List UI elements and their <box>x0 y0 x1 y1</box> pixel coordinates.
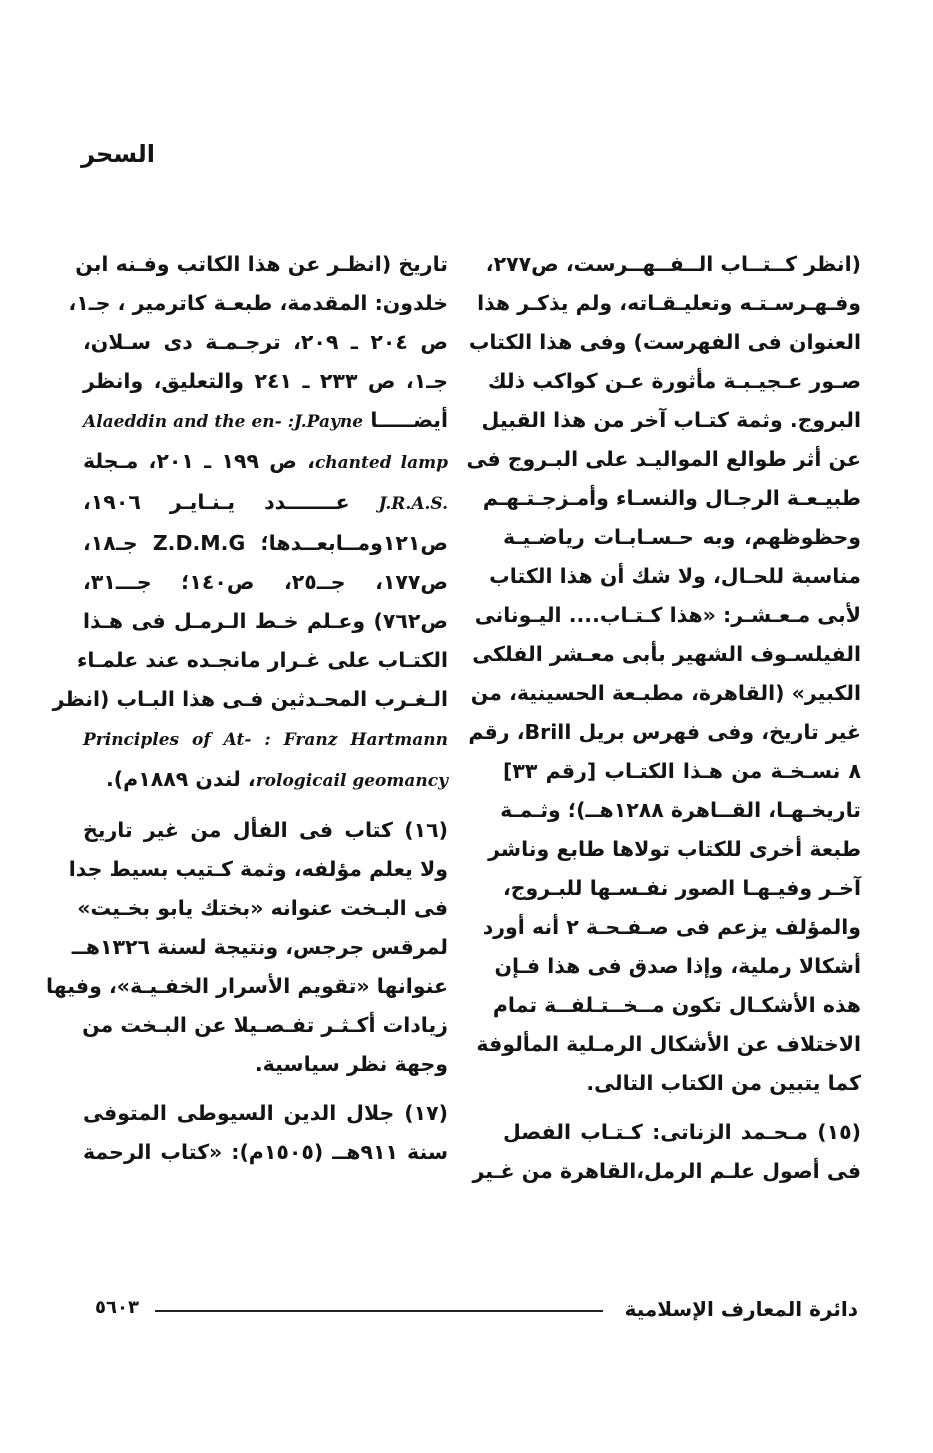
text-line-mixed <box>83 401 448 442</box>
text-line: تاريخـهـا، القــاهرة ١٢٨٨هــ)؛ وثـمـة <box>500 798 861 822</box>
page-number: ٥٦٠٣ <box>95 1297 139 1318</box>
page-header-title: السحر <box>81 140 155 168</box>
text-line: ص ٢٠٤ ـ ٢٠٩، ترجـمـة دى سـلان، <box>83 330 448 354</box>
text-line: عنوانها «تقويم الأسرار الخفـيـة»، وفيها <box>46 974 448 998</box>
latin-citation: J.R.A.S. <box>378 494 449 514</box>
text-line: وفـهـرسـتـه وتعليـقـاته، ولم يذكـر هذا <box>477 291 861 315</box>
text-line: والمؤلف يزعم فى صـفـحـة ٢ أنه أورد <box>482 915 861 939</box>
text-line: مناسبة للحـال، ولا شك أن هذا الكتاب <box>489 564 861 588</box>
text-line: فى البـخت عنوانه «بختك يابو بخـيت» <box>77 896 448 920</box>
arabic-fragment: أيضـــــا <box>370 408 448 432</box>
text-line: صـور عـجيـبـة مأثورة عـن كواكب ذلك <box>487 369 861 393</box>
text-line: تاريخ (انظـر عن هذا الكاتب وفـنه ابن <box>75 252 448 276</box>
text-line: (١٦) كتاب فى الفأل من غير تاريخ <box>83 818 448 842</box>
text-line: أشكالا رملية، وإذا صدق فى هذا فـإن <box>494 954 861 978</box>
text-line-mixed <box>83 483 448 524</box>
paragraph-gap <box>83 801 448 811</box>
text-line: الكتـاب على غـرار مانجـده عند علمـاء <box>76 648 448 672</box>
text-line: وجهة نظر سياسية. <box>254 1052 448 1076</box>
footer-title: دائرة المعارف الإسلامية <box>624 1297 858 1321</box>
text-line: هذه الأشكـال تكون مــخــتـلفــة تمام <box>492 993 861 1017</box>
arabic-fragment: ، ص ١٩٩ ـ ٢٠١، مـجلة <box>83 449 315 473</box>
text-line: ٨ نسـخـة من هـذا الكتـاب [رقم ٣٣] <box>503 759 861 783</box>
page-footer <box>95 1295 858 1325</box>
text-line: (انظر كــتــاب الــفــهــرست، ص٢٧٧، <box>485 252 861 276</box>
text-line: ص١٢١ومــابعــدها؛ Z.D.M.G جـ١٨، <box>83 531 448 555</box>
text-line: لمرقس جرجس، ونتيجة لسنة ١٣٢٦هــ <box>71 935 448 959</box>
paragraph-gap <box>83 1084 448 1094</box>
text-line: ولا يعلم مؤلفه، وثمة كـتيب بسيط جدا <box>68 857 448 881</box>
text-line: الـغـرب المحـدثين فـى هذا البـاب (انظر <box>52 687 448 711</box>
text-line: لأبى مـعـشـر: «هذا كـتـاب.... اليـونانى <box>474 603 861 627</box>
text-line: الكبير» (القاهرة، مطبـعة الحسينية، من <box>470 681 861 705</box>
text-line: وحظوظهم، وبه حـسـابـات رياضـيـة <box>503 525 861 549</box>
footer-rule <box>155 1310 603 1312</box>
text-line: عن أثر طوالع المواليـد على البـروج فى <box>466 447 861 471</box>
text-line-mixed <box>83 442 448 483</box>
text-line: العنوان فى الفهرست) وفى هذا الكتاب <box>468 330 861 354</box>
text-line: فى أصول علـم الرمل،القاهرة من غـير <box>472 1159 861 1183</box>
text-line: غير تاريخ، وفى فهرس بريل Brill، رقم <box>468 720 861 744</box>
latin-citation: Principles of At- : Franz Hartmann <box>83 730 448 750</box>
text-line: طبعة أخرى للكتاب تولاها طابع وناشر <box>488 837 861 861</box>
text-line: (١٧) جلال الدين السيوطى المتوفى <box>83 1101 448 1125</box>
text-line: البروج. وثمة كتـاب آخر من هذا القبيل <box>481 408 861 432</box>
text-line: (١٥) مـحـمد الزناتى: كـتـاب الفصل <box>503 1120 861 1144</box>
text-line-latin <box>83 719 448 760</box>
text-line: سنة ٩١١هــ (١٥٠٥م): «كتاب الرحمة <box>83 1140 448 1164</box>
text-line: زيادات أكـثـر تفـصـيلا عن البـخت من <box>82 1013 448 1037</box>
text-line: الفيلسـوف الشهير بأبى معـشر الفلكى <box>472 642 861 666</box>
latin-citation: rologicail geomancy <box>255 771 448 791</box>
text-line-mixed <box>83 760 448 801</box>
latin-citation: chanted lamp <box>314 453 449 473</box>
paragraph-gap <box>503 1103 861 1113</box>
text-line: ص١٧٧، جــ٢٥، ص١٤٠؛ جـــ٣١، <box>83 570 448 594</box>
text-line: خلدون: المقدمة، طبعـة كاترمير ، جـ١، <box>68 291 448 315</box>
latin-citation: Alaeddin and the en- :J.Payne <box>83 412 364 432</box>
text-line: طبيـعـة الرجـال والنسـاء وأمـزجـتـهـم <box>482 486 861 510</box>
right-column <box>466 245 861 1191</box>
arabic-fragment: عـــــــدد يـنـايـر ١٩٠٦، <box>83 490 350 514</box>
left-column <box>46 245 449 1172</box>
text-line: جـ١، ص ٢٣٣ ـ ٢٤١ والتعليق، وانظر <box>83 369 449 393</box>
text-line: ص٧٦٢) وعـلم خـط الـرمـل فى هـذا <box>83 609 448 633</box>
arabic-fragment: ، لندن ١٨٨٩م). <box>106 767 256 791</box>
text-line: آخـر وفيـهـا الصور نفـسـها للبـروج، <box>503 876 861 900</box>
text-line: كما يتبين من الكتاب التالى. <box>586 1071 861 1095</box>
text-line: الاختلاف عن الأشكال الرمـلية المألوفة <box>476 1032 861 1056</box>
